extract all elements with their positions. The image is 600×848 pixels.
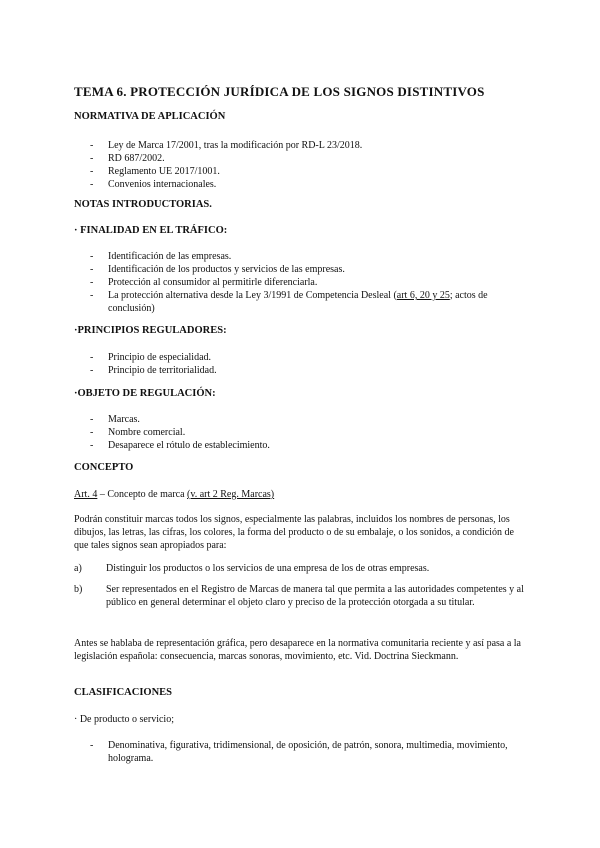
list-item (74, 562, 530, 575)
concepto-line (74, 488, 530, 501)
concepto-heading: CONCEPTO (74, 462, 134, 473)
list-text: Ser representados en el Registro de Marcas de manera tal que permita a las autoridades competentes y al público en general determinar el objeto claro y preciso de la protección otorgada a su titular. (106, 584, 524, 608)
concepto-note: Antes se hablaba de representación gráfica, pero desaparece en la normativa comunitaria reciente y así pasa a la legislación española: consecuencia, marcas sonoras, movimiento, etc. Vid. Doctrina Sieckmann. (74, 638, 521, 662)
list-item: - Reglamento UE 2017/1001. (74, 165, 524, 178)
list-item: - Principio de territorialidad. (74, 364, 524, 377)
list-item (74, 583, 530, 609)
normativa-list (74, 139, 524, 191)
clasificaciones-heading: CLASIFICACIONES (74, 687, 173, 698)
list-item: - Nombre comercial. (74, 426, 524, 439)
art-reference-link[interactable]: art 6, 20 y 25 (396, 290, 450, 301)
list-item: - Identificación de los productos y servicios de las empresas. (74, 263, 524, 276)
list-item: - Protección al consumidor al permitirle diferenciarla. (74, 276, 524, 289)
list-label: a) (74, 563, 82, 574)
list-text: Distinguir los productos o los servicios de una empresa de los de otras empresas. (106, 563, 430, 574)
principios-list (74, 351, 524, 377)
page-title: TEMA 6. PROTECCIÓN JURÍDICA DE LOS SIGNOS DISTINTIVOS (74, 84, 485, 99)
objeto-heading: ·OBJETO DE REGULACIÓN: (74, 388, 216, 399)
list-item: - Denominativa, figurativa, tridimensional, de oposición, de patrón, sonora, multimedia, movimiento, holograma. (74, 739, 524, 765)
list-item-text: ; actos de conclusión) (108, 290, 488, 314)
list-item-text: La protección alternativa desde la Ley 3/1991 de Competencia Desleal ( (108, 290, 397, 301)
list-item: - Convenios internacionales. (74, 178, 524, 191)
normativa-heading: NORMATIVA DE APLICACIÓN (74, 111, 226, 122)
list-label: b) (74, 584, 83, 595)
notas-heading: NOTAS INTRODUCTORIAS. (74, 199, 212, 210)
art-4-link[interactable]: Art. 4 (74, 489, 98, 500)
list-item (74, 289, 524, 315)
concepto-text: – Concepto de marca (97, 489, 188, 500)
list-item: - RD 687/2002. (74, 152, 524, 165)
list-item: - Ley de Marca 17/2001, tras la modificación por RD-L 23/2018. (74, 139, 524, 152)
list-item: - Identificación de las empresas. (74, 250, 524, 263)
list-item: - Principio de especialidad. (74, 351, 524, 364)
reg-marcas-link[interactable]: (v. art 2 Reg. Marcas) (187, 489, 275, 500)
list-item: - Desaparece el rótulo de establecimiento. (74, 439, 524, 452)
finalidad-heading: · FINALIDAD EN EL TRÁFICO: (74, 225, 228, 236)
clasificaciones-list (74, 739, 524, 765)
objeto-list (74, 413, 524, 452)
principios-heading: ·PRINCIPIOS REGULADORES: (74, 325, 227, 336)
concepto-paragraph: Podrán constituir marcas todos los signos, especialmente las palabras, incluidos los nombres de personas, los dibujos, las letras, las cifras, los colores, la forma del producto o de su embalaje, o los sonidos, a condición de que tales signos sean apropiados para: (74, 514, 514, 551)
finalidad-list (74, 250, 524, 315)
list-item: - Marcas. (74, 413, 524, 426)
concepto-list (74, 562, 530, 617)
clasificaciones-sub: · De producto o servicio; (74, 714, 174, 725)
